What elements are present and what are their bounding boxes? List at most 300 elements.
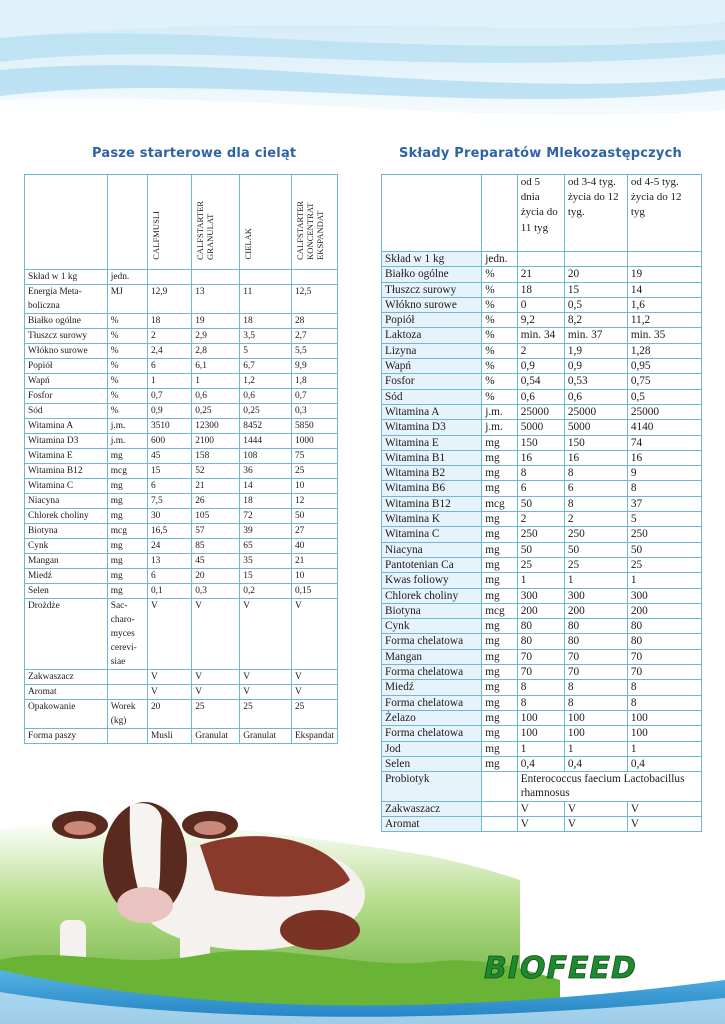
table-cell: 1,28 bbox=[627, 343, 701, 358]
table-cell: 28 bbox=[291, 314, 337, 329]
table-row bbox=[25, 389, 338, 404]
table-cell: % bbox=[482, 389, 518, 404]
table-cell: 19 bbox=[192, 314, 240, 329]
table-cell: 2,7 bbox=[291, 329, 337, 344]
table-cell: Jod bbox=[382, 741, 482, 756]
table-row bbox=[382, 695, 702, 710]
table-cell: min. 34 bbox=[517, 328, 564, 343]
table-cell: Skład w 1 kg bbox=[25, 270, 108, 285]
table-cell: 15 bbox=[147, 464, 191, 479]
table-cell: 300 bbox=[564, 588, 627, 603]
table-cell: % bbox=[107, 314, 147, 329]
table-cell: 50 bbox=[517, 496, 564, 511]
table-cell: Popiół bbox=[382, 313, 482, 328]
table-cell: 20 bbox=[147, 700, 191, 729]
table-cell bbox=[107, 685, 147, 700]
table-cell: 16,5 bbox=[147, 524, 191, 539]
table-cell: V bbox=[627, 801, 701, 816]
table-cell: Biotyna bbox=[382, 603, 482, 618]
table-cell: % bbox=[482, 374, 518, 389]
table-cell: 250 bbox=[627, 527, 701, 542]
probiotic-strains-cell: Enterococcus faecium Lactobacillus rhamnosus bbox=[517, 772, 701, 802]
table-cell: 7,5 bbox=[147, 494, 191, 509]
table-cell: 85 bbox=[192, 539, 240, 554]
table-cell: 2 bbox=[517, 512, 564, 527]
table-cell: 65 bbox=[240, 539, 292, 554]
table-cell: Chlorek choliny bbox=[25, 509, 108, 524]
table-cell: 8 bbox=[517, 466, 564, 481]
table-cell: 250 bbox=[564, 527, 627, 542]
table-cell: 80 bbox=[627, 634, 701, 649]
table-cell: 40 bbox=[291, 539, 337, 554]
table-row bbox=[25, 554, 338, 569]
table-cell: mcg bbox=[107, 524, 147, 539]
table-row bbox=[25, 329, 338, 344]
table-cell: mg bbox=[107, 584, 147, 599]
table-cell: mg bbox=[482, 680, 518, 695]
table-cell: Witamina K bbox=[382, 512, 482, 527]
table-cell: 25 bbox=[192, 700, 240, 729]
table-cell: mg bbox=[482, 450, 518, 465]
table-cell: 25 bbox=[291, 464, 337, 479]
table-cell: 18 bbox=[240, 494, 292, 509]
table-cell: V bbox=[192, 670, 240, 685]
table-cell: mg bbox=[482, 512, 518, 527]
table-cell: Witamina E bbox=[382, 435, 482, 450]
table-cell: 0,7 bbox=[291, 389, 337, 404]
table-cell: 0,2 bbox=[240, 584, 292, 599]
table-row bbox=[25, 449, 338, 464]
table-cell: Witamina B12 bbox=[25, 464, 108, 479]
table-cell: Forma chelatowa bbox=[382, 695, 482, 710]
table-cell: 0,54 bbox=[517, 374, 564, 389]
table-cell: Mangan bbox=[382, 649, 482, 664]
table-cell: 0,15 bbox=[291, 584, 337, 599]
table-cell: 25 bbox=[627, 557, 701, 572]
table-cell: % bbox=[482, 343, 518, 358]
left-header-cell bbox=[240, 175, 292, 270]
table-cell: 45 bbox=[147, 449, 191, 464]
right-header-row bbox=[382, 175, 702, 252]
table-cell: 0,53 bbox=[564, 374, 627, 389]
table-cell: 3,5 bbox=[240, 329, 292, 344]
product-name-label: CALFSTARTER KONCENTRAT EKSPANDAT bbox=[294, 201, 325, 260]
table-cell: 16 bbox=[517, 450, 564, 465]
table-cell: 8 bbox=[564, 695, 627, 710]
table-cell: Forma chelatowa bbox=[382, 726, 482, 741]
table-row bbox=[25, 464, 338, 479]
table-cell: 80 bbox=[564, 634, 627, 649]
table-cell: 0,1 bbox=[147, 584, 191, 599]
table-cell: V bbox=[240, 599, 292, 670]
table-cell: Sód bbox=[382, 389, 482, 404]
table-cell: mcg bbox=[107, 464, 147, 479]
table-cell: 20 bbox=[192, 569, 240, 584]
table-cell: % bbox=[107, 389, 147, 404]
table-cell: V bbox=[517, 801, 564, 816]
table-cell: 3510 bbox=[147, 419, 191, 434]
table-cell: 12,5 bbox=[291, 285, 337, 314]
table-cell: 0 bbox=[517, 297, 564, 312]
table-cell: 25 bbox=[291, 700, 337, 729]
table-row bbox=[25, 479, 338, 494]
table-cell: V bbox=[192, 685, 240, 700]
table-cell: mg bbox=[107, 569, 147, 584]
table-cell: Niacyna bbox=[25, 494, 108, 509]
table-cell: Skład w 1 kg bbox=[382, 252, 482, 267]
table-row bbox=[382, 389, 702, 404]
table-cell: 2100 bbox=[192, 434, 240, 449]
table-cell: 1,9 bbox=[564, 343, 627, 358]
table-cell: 1 bbox=[517, 573, 564, 588]
table-row bbox=[25, 419, 338, 434]
table-cell: Zakwaszacz bbox=[25, 670, 108, 685]
table-cell: Miedź bbox=[382, 680, 482, 695]
table-cell: 2,8 bbox=[192, 344, 240, 359]
table-cell: Granulat bbox=[192, 729, 240, 744]
table-cell: 80 bbox=[517, 634, 564, 649]
table-cell: MJ bbox=[107, 285, 147, 314]
table-cell: 9,2 bbox=[517, 313, 564, 328]
table-cell: j.m. bbox=[107, 434, 147, 449]
table-cell: 0,7 bbox=[147, 389, 191, 404]
table-cell: 25000 bbox=[517, 404, 564, 419]
table-cell: 50 bbox=[291, 509, 337, 524]
table-cell: Niacyna bbox=[382, 542, 482, 557]
table-row bbox=[25, 539, 338, 554]
table-cell: 50 bbox=[517, 542, 564, 557]
table-cell: V bbox=[240, 685, 292, 700]
table-cell: mg bbox=[107, 509, 147, 524]
table-cell: Wapń bbox=[382, 359, 482, 374]
table-cell: 8 bbox=[627, 695, 701, 710]
table-cell: 8,2 bbox=[564, 313, 627, 328]
table-row bbox=[25, 285, 338, 314]
table-cell: jedn. bbox=[107, 270, 147, 285]
table-cell: 30 bbox=[147, 509, 191, 524]
table-cell: Tłuszcz surowy bbox=[25, 329, 108, 344]
table-row bbox=[25, 509, 338, 524]
table-cell: Witamina C bbox=[382, 527, 482, 542]
table-cell: mg bbox=[107, 554, 147, 569]
table-cell: mg bbox=[482, 481, 518, 496]
table-cell: Zakwaszacz bbox=[382, 801, 482, 816]
table-cell: 8 bbox=[517, 695, 564, 710]
table-cell: 1 bbox=[627, 741, 701, 756]
table-cell: 0,95 bbox=[627, 359, 701, 374]
table-cell: 25000 bbox=[627, 404, 701, 419]
table-cell: Włókno surowe bbox=[382, 297, 482, 312]
table-row bbox=[382, 680, 702, 695]
table-row bbox=[25, 344, 338, 359]
table-row bbox=[25, 314, 338, 329]
table-row bbox=[382, 527, 702, 542]
table-cell: 5,5 bbox=[291, 344, 337, 359]
table-cell: % bbox=[107, 359, 147, 374]
table-cell: 0,4 bbox=[517, 756, 564, 771]
table-row bbox=[25, 599, 338, 670]
table-cell: 72 bbox=[240, 509, 292, 524]
table-cell: 75 bbox=[291, 449, 337, 464]
table-cell: Opakowanie bbox=[25, 700, 108, 729]
table-cell: mg bbox=[482, 542, 518, 557]
table-cell: V bbox=[291, 670, 337, 685]
table-cell: 100 bbox=[517, 726, 564, 741]
table-cell: 0,5 bbox=[627, 389, 701, 404]
table-cell: 0,75 bbox=[627, 374, 701, 389]
table-cell: % bbox=[482, 313, 518, 328]
table-cell: 6 bbox=[517, 481, 564, 496]
table-cell: mg bbox=[482, 435, 518, 450]
table-row bbox=[382, 404, 702, 419]
table-cell: 80 bbox=[517, 619, 564, 634]
right-header-cell bbox=[482, 175, 518, 252]
table-cell: 11,2 bbox=[627, 313, 701, 328]
table-row bbox=[25, 569, 338, 584]
table-cell: Sód bbox=[25, 404, 108, 419]
left-header-row bbox=[25, 175, 338, 270]
svg-text:BIOFEED: BIOFEED bbox=[484, 951, 637, 986]
table-cell: Forma chelatowa bbox=[382, 634, 482, 649]
table-cell: 1 bbox=[627, 573, 701, 588]
table-cell: mg bbox=[107, 449, 147, 464]
table-cell: 26 bbox=[192, 494, 240, 509]
table-cell: 0,4 bbox=[627, 756, 701, 771]
table-cell: 14 bbox=[240, 479, 292, 494]
table-cell: 100 bbox=[564, 710, 627, 725]
table-cell: mg bbox=[482, 665, 518, 680]
table-cell: 1,2 bbox=[240, 374, 292, 389]
table-cell: 300 bbox=[627, 588, 701, 603]
table-row bbox=[382, 374, 702, 389]
table-cell: mg bbox=[482, 710, 518, 725]
table-cell: Sac-charo-myces cerevi-siae bbox=[107, 599, 147, 670]
table-cell: 200 bbox=[627, 603, 701, 618]
table-cell: 6 bbox=[147, 479, 191, 494]
table-cell: 8 bbox=[517, 680, 564, 695]
left-header-cell bbox=[291, 175, 337, 270]
table-cell: 300 bbox=[517, 588, 564, 603]
table-cell: 35 bbox=[240, 554, 292, 569]
table-cell: 18 bbox=[517, 282, 564, 297]
table-cell: 12,9 bbox=[147, 285, 191, 314]
table-cell: Energia Meta-boliczna bbox=[25, 285, 108, 314]
table-cell: 2 bbox=[564, 512, 627, 527]
table-cell: Musli bbox=[147, 729, 191, 744]
table-cell: 0,9 bbox=[517, 359, 564, 374]
left-header-cell bbox=[192, 175, 240, 270]
table-cell: 27 bbox=[291, 524, 337, 539]
table-cell: min. 37 bbox=[564, 328, 627, 343]
table-cell: Witamina C bbox=[25, 479, 108, 494]
table-cell: 8 bbox=[564, 466, 627, 481]
table-cell: Worek (kg) bbox=[107, 700, 147, 729]
table-cell: V bbox=[517, 816, 564, 831]
table-cell: 70 bbox=[517, 649, 564, 664]
table-cell: 100 bbox=[517, 710, 564, 725]
table-cell: 150 bbox=[564, 435, 627, 450]
table-cell: 12 bbox=[291, 494, 337, 509]
table-cell: 8 bbox=[627, 481, 701, 496]
biofeed-logo bbox=[480, 948, 685, 986]
table-cell: 1 bbox=[192, 374, 240, 389]
table-row bbox=[382, 710, 702, 725]
table-cell: V bbox=[147, 670, 191, 685]
table-cell: Pantotenian Ca bbox=[382, 557, 482, 572]
table-cell: mg bbox=[482, 649, 518, 664]
table-cell: 5000 bbox=[564, 420, 627, 435]
table-row bbox=[382, 359, 702, 374]
table-cell: 74 bbox=[627, 435, 701, 450]
table-cell: 39 bbox=[240, 524, 292, 539]
table-cell bbox=[564, 252, 627, 267]
table-cell: Selen bbox=[382, 756, 482, 771]
table-cell: 25 bbox=[240, 700, 292, 729]
table-cell bbox=[147, 270, 191, 285]
table-cell: 100 bbox=[627, 710, 701, 725]
table-row bbox=[25, 359, 338, 374]
table-row bbox=[25, 404, 338, 419]
table-cell: Witamina A bbox=[25, 419, 108, 434]
table-cell: Cynk bbox=[25, 539, 108, 554]
table-row bbox=[25, 670, 338, 685]
table-cell: Probiotyk bbox=[382, 772, 482, 802]
table-cell: 12300 bbox=[192, 419, 240, 434]
table-row bbox=[382, 435, 702, 450]
table-row bbox=[25, 685, 338, 700]
table-cell: 15 bbox=[240, 569, 292, 584]
table-cell: V bbox=[147, 685, 191, 700]
table-cell: 9 bbox=[627, 466, 701, 481]
table-cell: 105 bbox=[192, 509, 240, 524]
table-cell: 200 bbox=[517, 603, 564, 618]
table-cell: % bbox=[482, 297, 518, 312]
table-cell: % bbox=[482, 282, 518, 297]
right-table-title: Składy Preparatów Mlekozastępczych bbox=[399, 146, 682, 161]
table-cell bbox=[517, 252, 564, 267]
table-cell: V bbox=[192, 599, 240, 670]
table-cell: V bbox=[147, 599, 191, 670]
table-cell: 0,25 bbox=[192, 404, 240, 419]
table-cell: 108 bbox=[240, 449, 292, 464]
table-cell: Forma paszy bbox=[25, 729, 108, 744]
table-cell: 8 bbox=[564, 680, 627, 695]
table-cell: 158 bbox=[192, 449, 240, 464]
table-cell: mg bbox=[482, 619, 518, 634]
table-row bbox=[382, 557, 702, 572]
table-cell: V bbox=[291, 599, 337, 670]
table-cell: 0,6 bbox=[517, 389, 564, 404]
table-cell: 0,3 bbox=[192, 584, 240, 599]
table-row bbox=[382, 588, 702, 603]
table-cell: 2 bbox=[147, 329, 191, 344]
table-row bbox=[382, 297, 702, 312]
table-cell: 6 bbox=[564, 481, 627, 496]
table-row bbox=[382, 542, 702, 557]
table-cell: Aromat bbox=[25, 685, 108, 700]
table-cell: V bbox=[564, 801, 627, 816]
table-row bbox=[25, 584, 338, 599]
table-row bbox=[382, 466, 702, 481]
right-header-cell: od 3-4 tyg. życia do 12 tyg. bbox=[564, 175, 627, 252]
table-cell: 6 bbox=[147, 359, 191, 374]
table-cell: 10 bbox=[291, 479, 337, 494]
table-cell: jedn. bbox=[482, 252, 518, 267]
table-cell: 1444 bbox=[240, 434, 292, 449]
left-header-cell bbox=[25, 175, 108, 270]
table-cell: 70 bbox=[627, 649, 701, 664]
table-cell: 6,1 bbox=[192, 359, 240, 374]
table-cell: 10 bbox=[291, 569, 337, 584]
table-cell: mg bbox=[482, 695, 518, 710]
table-cell: 4140 bbox=[627, 420, 701, 435]
table-cell: mg bbox=[482, 557, 518, 572]
table-cell: mg bbox=[482, 573, 518, 588]
table-row bbox=[382, 282, 702, 297]
table-cell: 1 bbox=[564, 573, 627, 588]
table-row bbox=[382, 450, 702, 465]
table-cell: 21 bbox=[192, 479, 240, 494]
left-header-cell bbox=[147, 175, 191, 270]
table-cell: % bbox=[482, 359, 518, 374]
table-cell: Kwas foliowy bbox=[382, 573, 482, 588]
table-cell: mg bbox=[107, 479, 147, 494]
table-cell: Witamina B6 bbox=[382, 481, 482, 496]
table-cell: 1000 bbox=[291, 434, 337, 449]
table-cell: 2,4 bbox=[147, 344, 191, 359]
table-cell: Aromat bbox=[382, 816, 482, 831]
table-cell: 57 bbox=[192, 524, 240, 539]
top-wave-decoration bbox=[0, 0, 725, 140]
table-cell: Selen bbox=[25, 584, 108, 599]
table-cell: 18 bbox=[147, 314, 191, 329]
table-cell: 25 bbox=[517, 557, 564, 572]
table-cell: 21 bbox=[291, 554, 337, 569]
table-row bbox=[25, 270, 338, 285]
table-cell: 100 bbox=[627, 726, 701, 741]
table-cell: Cynk bbox=[382, 619, 482, 634]
table-cell bbox=[291, 270, 337, 285]
table-cell: Ekspandat bbox=[291, 729, 337, 744]
table-row bbox=[382, 573, 702, 588]
table-cell: j.m. bbox=[482, 404, 518, 419]
table-cell: % bbox=[107, 329, 147, 344]
table-cell: mg bbox=[107, 494, 147, 509]
table-row bbox=[25, 434, 338, 449]
table-cell: 0,4 bbox=[564, 756, 627, 771]
table-cell: 2 bbox=[517, 343, 564, 358]
table-cell: 16 bbox=[627, 450, 701, 465]
table-row bbox=[382, 267, 702, 282]
table-cell: 20 bbox=[564, 267, 627, 282]
table-cell: 13 bbox=[147, 554, 191, 569]
table-cell: mg bbox=[482, 634, 518, 649]
table-cell: 5850 bbox=[291, 419, 337, 434]
table-cell: Białko ogólne bbox=[382, 267, 482, 282]
table-cell: Witamina D3 bbox=[25, 434, 108, 449]
table-row bbox=[382, 619, 702, 634]
table-cell: mg bbox=[482, 741, 518, 756]
table-cell: 2,9 bbox=[192, 329, 240, 344]
table-cell: Żelazo bbox=[382, 710, 482, 725]
table-cell: Lizyna bbox=[382, 343, 482, 358]
table-cell: 5000 bbox=[517, 420, 564, 435]
table-cell: V bbox=[240, 670, 292, 685]
table-cell: % bbox=[107, 404, 147, 419]
table-cell: Mangan bbox=[25, 554, 108, 569]
table-cell: 21 bbox=[517, 267, 564, 282]
table-cell bbox=[240, 270, 292, 285]
